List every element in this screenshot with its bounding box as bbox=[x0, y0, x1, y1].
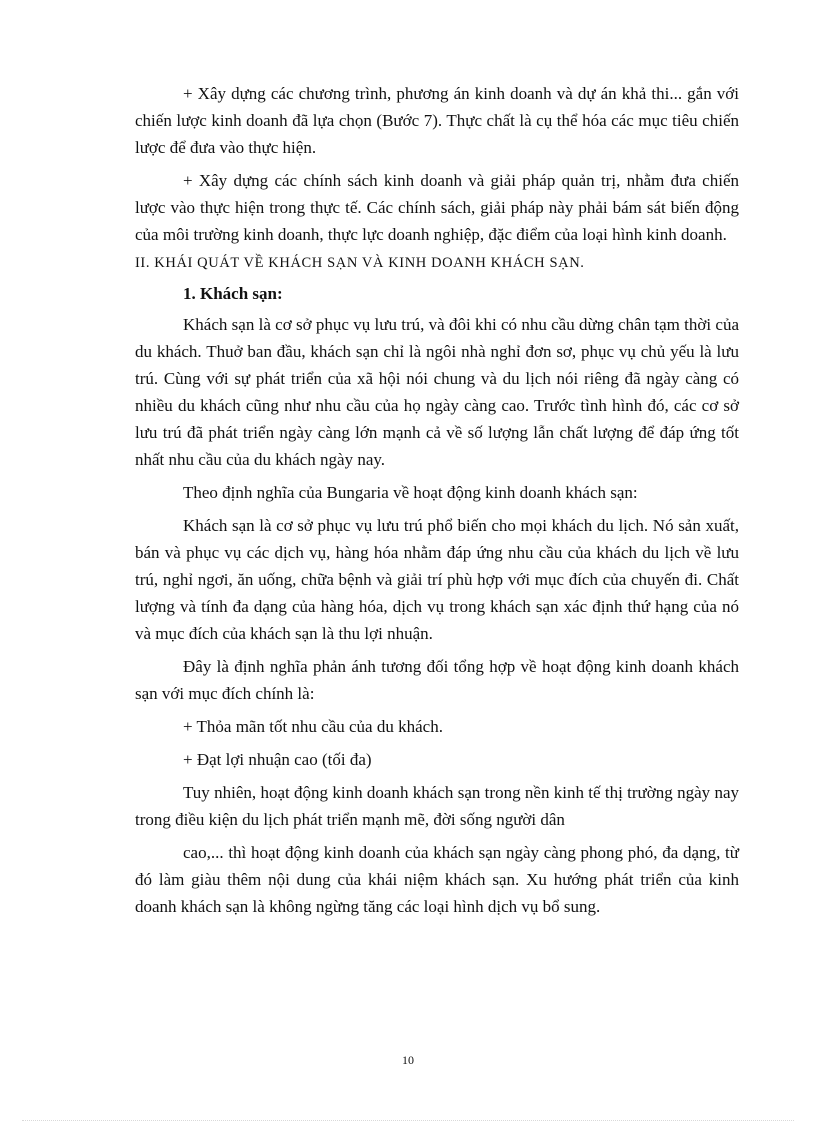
paragraph: cao,... thì hoạt động kinh doanh của khách sạn ngày càng phong phó, đa dạng, từ đó làm giàu thêm nội dung của khái niệm khách sạn. Xu hướng phát triển của kinh doanh khách sạn là không ngừng tăng các loại hình dịch vụ bổ sung. bbox=[135, 843, 739, 916]
paragraph: Theo định nghĩa của Bungaria về hoạt động kinh doanh khách sạn: bbox=[183, 483, 638, 502]
paragraph: + Xây dựng các chính sách kinh doanh và giải pháp quản trị, nhằm đưa chiến lược vào thực hiện trong thực tế. Các chính sách, giải pháp này phải bám sát biến động của môi trường kinh doanh, thực lực doanh nghiệp, đặc điểm của loại hình kinh doanh. bbox=[135, 171, 739, 244]
page-number: 10 bbox=[402, 1053, 414, 1067]
paragraph: + Xây dựng các chương trình, phương án kinh doanh và dự án khả thi... gắn với chiến lược kinh doanh đã lựa chọn (Bước 7). Thực chất là cụ thể hóa các mục tiêu chiến lược để đưa vào thực hiện. bbox=[135, 84, 739, 157]
list-item: + Thỏa mãn tốt nhu cầu của du khách. bbox=[183, 717, 443, 736]
subheading: 1. Khách sạn: bbox=[183, 284, 283, 303]
paragraph: Khách sạn là cơ sở phục vụ lưu trú, và đôi khi có nhu cầu dừng chân tạm thời của du khách. Thuở ban đầu, khách sạn chỉ là ngôi nhà nghỉ đơn sơ, phục vụ chủ yếu là lưu trú. Cùng với sự phát triển của xã hội nói chung và du lịch nói riêng đã ngày càng có nhiều du khách cũng như nhu cầu của họ ngày càng cao. Trước tình hình đó, các cơ sở lưu trú đã phát triển ngày càng lớn mạnh cả về số lượng lẫn chất lượng để đáp ứng tốt nhất nhu cầu của du khách ngày nay. bbox=[135, 315, 739, 469]
list-item: + Đạt lợi nhuận cao (tối đa) bbox=[183, 750, 372, 769]
paragraph: Khách sạn là cơ sở phục vụ lưu trú phổ biến cho mọi khách du lịch. Nó sản xuất, bán và phục vụ các dịch vụ, hàng hóa nhằm đáp ứng nhu cầu của khách du lịch về lưu trú, nghỉ ngơi, ăn uống, chữa bệnh và giải trí phù hợp với mục đích của chuyến đi. Chất lượng và tính đa dạng của hàng hóa, dịch vụ trong khách sạn xác định thứ hạng của nó và mục đích của khách sạn là thu lợi nhuận. bbox=[135, 516, 739, 643]
paragraph: Đây là định nghĩa phản ánh tương đối tổng hợp về hoạt động kinh doanh khách sạn với mục đích chính là: bbox=[135, 657, 739, 703]
page-bottom-divider bbox=[22, 1120, 794, 1121]
paragraph: Tuy nhiên, hoạt động kinh doanh khách sạn trong nền kinh tế thị trường ngày nay trong điều kiện du lịch phát triển mạnh mẽ, đời sống người dân bbox=[135, 783, 739, 829]
page-body bbox=[135, 80, 739, 920]
section-heading: II. KHÁI QUÁT VỀ KHÁCH SẠN VÀ KINH DOANH KHÁCH SẠN. bbox=[135, 255, 585, 271]
